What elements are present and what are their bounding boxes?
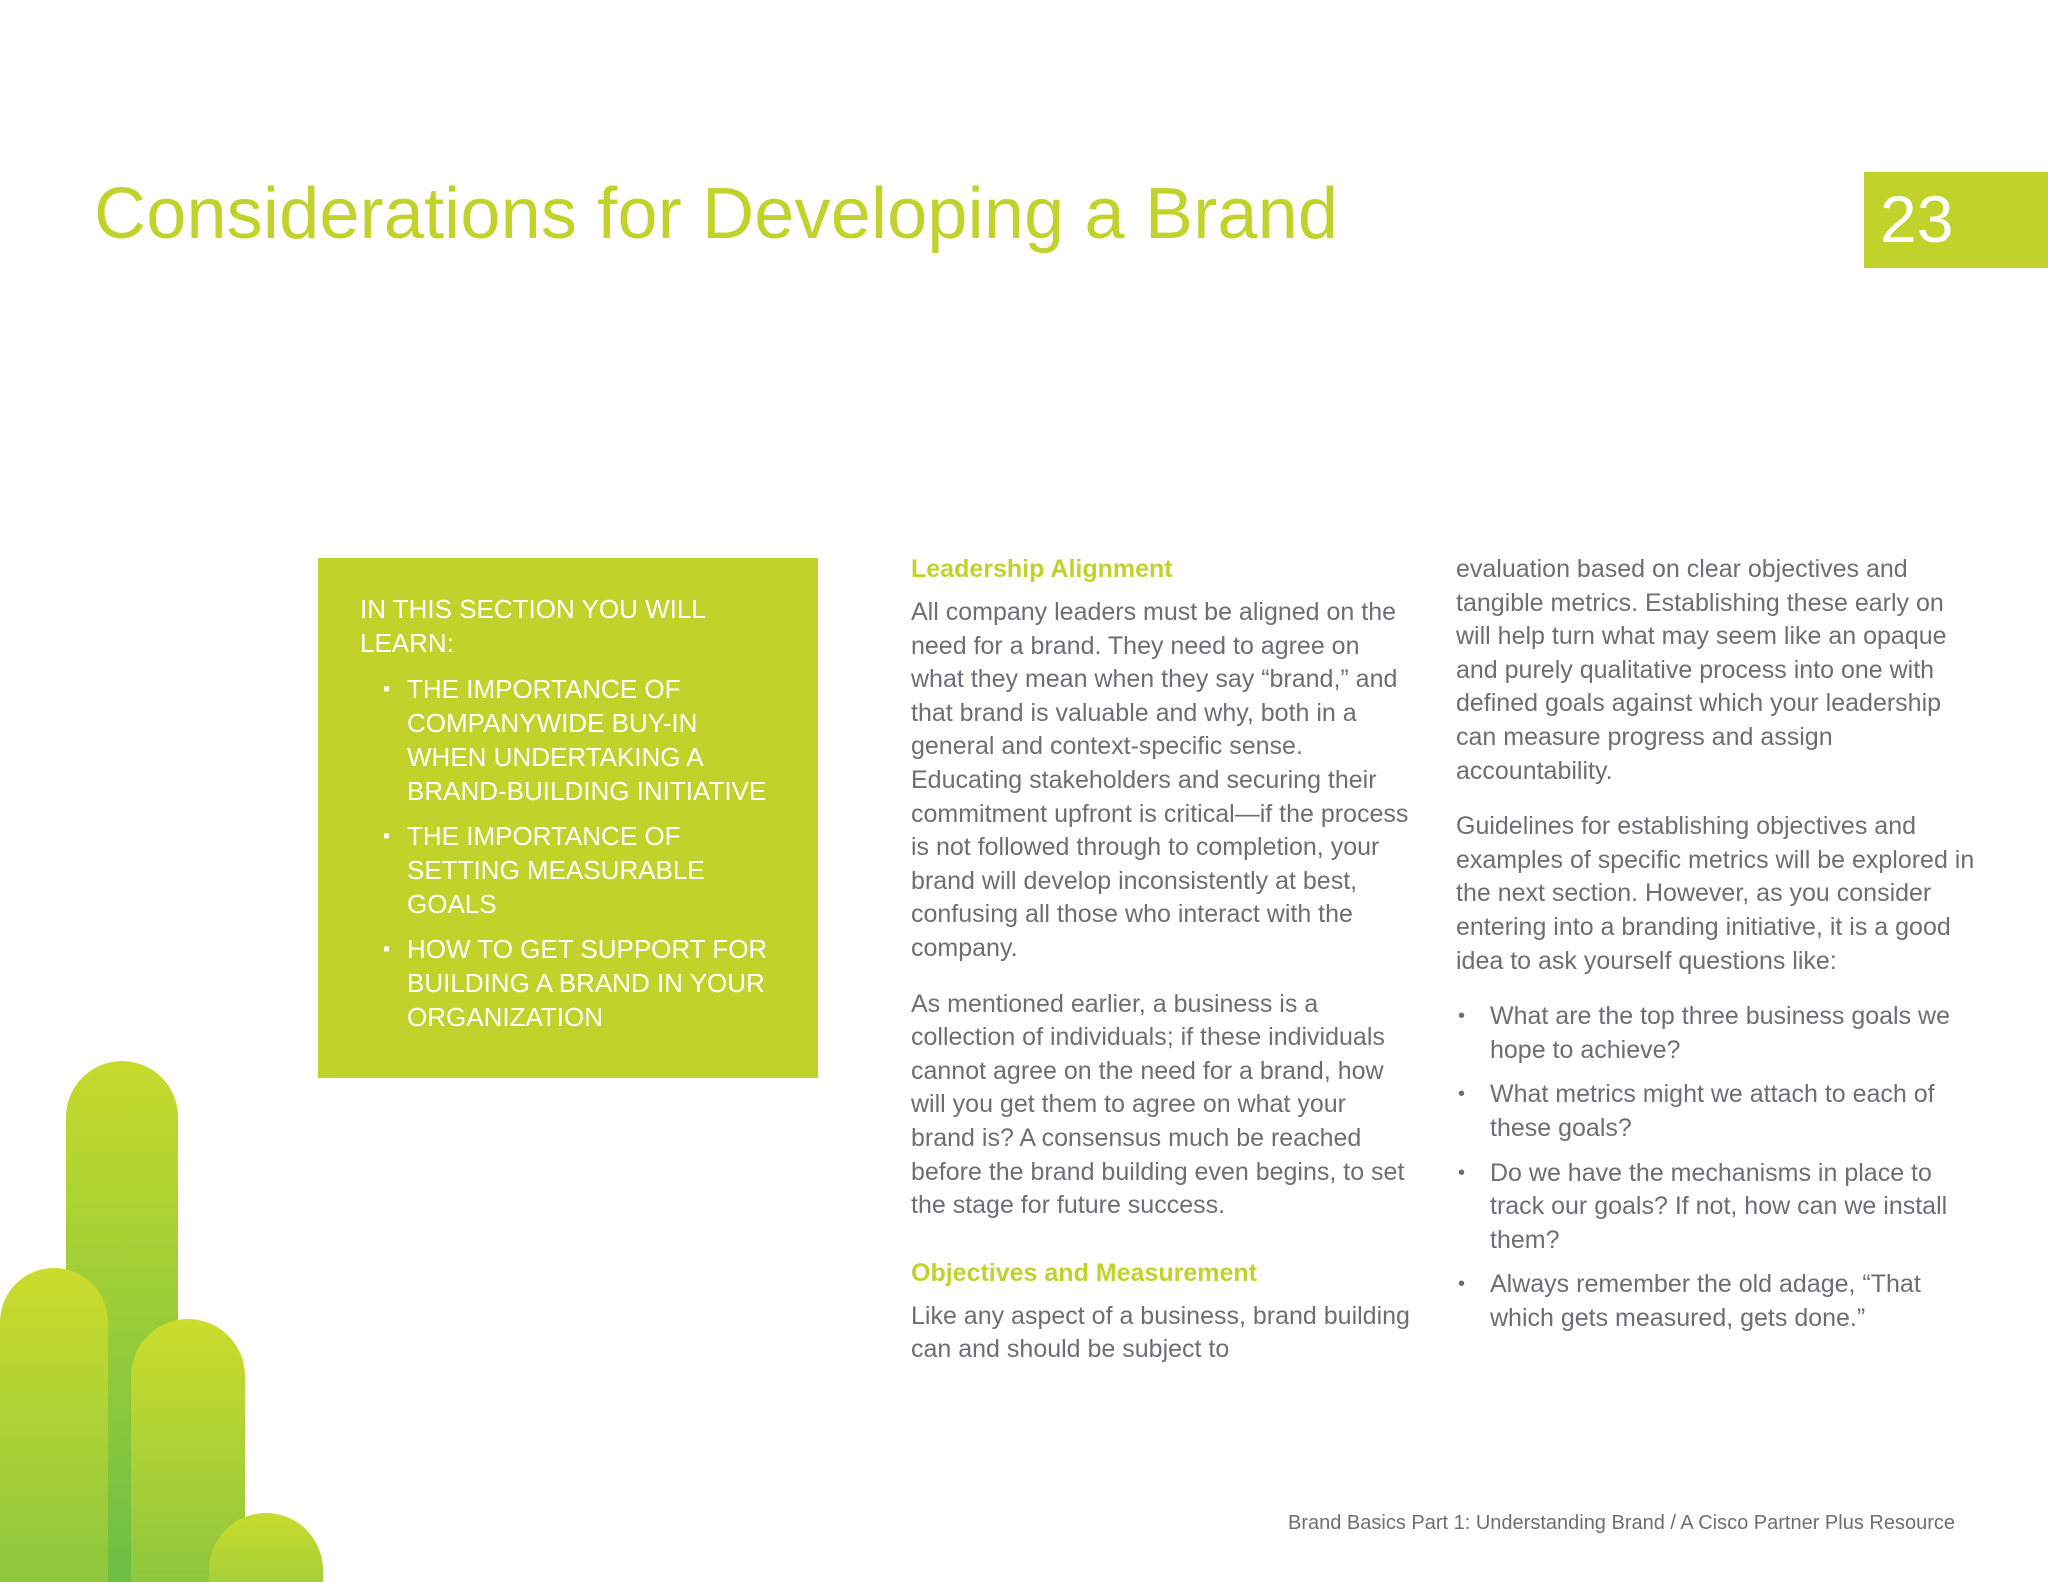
bullet-icon: ▪ (383, 938, 391, 960)
callout-list-item (360, 819, 778, 921)
body-paragraph: As mentioned earlier, a business is a collection of individuals; if these individuals cannot agree on the need for a brand, how will you get them to agree on what your brand is? A consensus much be reached before the brand building even begins, to set the stage for future success. (911, 989, 1405, 1220)
page-number: 23 (1880, 182, 1954, 256)
callout-list-item (360, 932, 778, 1034)
body-column-right (1456, 553, 1976, 1346)
bullet-icon: • (1458, 1161, 1466, 1184)
body-paragraph: Guidelines for establishing objectives and examples of specific metrics will be explored in the next section. However, as you consider entering into a branding initiative, it is a good idea to ask yourself questions like: (1456, 812, 1975, 975)
bullet-icon: • (1458, 1083, 1466, 1106)
body-paragraph: Like any aspect of a business, brand building can and should be subject to (911, 1301, 1410, 1364)
page-title: Considerations for Developing a Brand (94, 174, 1339, 254)
decorative-bars-graphic (0, 1030, 330, 1582)
section-heading-objectives: Objectives and Measurement (911, 1258, 1257, 1287)
bullet-icon: ▪ (383, 825, 391, 847)
question-list (1456, 1000, 1976, 1335)
callout-item-text: THE IMPORTANCE OF SETTING MEASURABLE GOALS (407, 821, 705, 919)
section-heading-leadership: Leadership Alignment (911, 555, 1173, 583)
question-item (1456, 1268, 1976, 1335)
question-item (1456, 1078, 1976, 1145)
callout-list (360, 672, 778, 1034)
page-number-badge (1864, 172, 2048, 268)
callout-item-text: HOW TO GET SUPPORT FOR BUILDING A BRAND IN YOUR ORGANIZATION (407, 934, 768, 1032)
callout-heading: IN THIS SECTION YOU WILL LEARN: (360, 594, 705, 658)
callout-list-item (360, 672, 778, 808)
body-paragraph: evaluation based on clear objectives and tangible metrics. Establishing these early on will help turn what may seem like an opaque and purely qualitative process into one with defined goals against which your leadership can measure progress and assign accountability. (1456, 555, 1947, 785)
question-text: What are the top three business goals we hope to achieve? (1490, 1002, 1950, 1064)
body-column-left (911, 553, 1411, 1389)
bullet-icon: ▪ (383, 678, 391, 700)
question-text: What metrics might we attach to each of these goals? (1490, 1080, 1935, 1142)
callout-item-text: THE IMPORTANCE OF COMPANYWIDE BUY-IN WHEN UNDERTAKING A BRAND-BUILDING INITIATIVE (407, 674, 767, 806)
bullet-icon: • (1458, 1273, 1466, 1296)
question-item (1456, 1157, 1976, 1258)
question-text: Do we have the mechanisms in place to track our goals? If not, how can we install them? (1490, 1158, 1948, 1254)
section-callout-box (318, 558, 818, 1078)
bullet-icon: • (1458, 1005, 1466, 1028)
question-text: Always remember the old adage, “That which gets measured, gets done.” (1490, 1270, 1921, 1332)
page-footer: Brand Basics Part 1: Understanding Brand / A Cisco Partner Plus Resource (1287, 1512, 1955, 1534)
decorative-bar (0, 1268, 108, 1582)
question-item (1456, 1000, 1976, 1067)
body-paragraph: All company leaders must be aligned on the need for a brand. They need to agree on what they mean when they say “brand,” and that brand is valuable and why, both in a general and context-specific sense. Educating stakeholders and securing their commitment upfront is critical—if the process is not followed through to completion, your brand will develop inconsistently at best, confusing all those who interact with the company. (911, 598, 1409, 962)
